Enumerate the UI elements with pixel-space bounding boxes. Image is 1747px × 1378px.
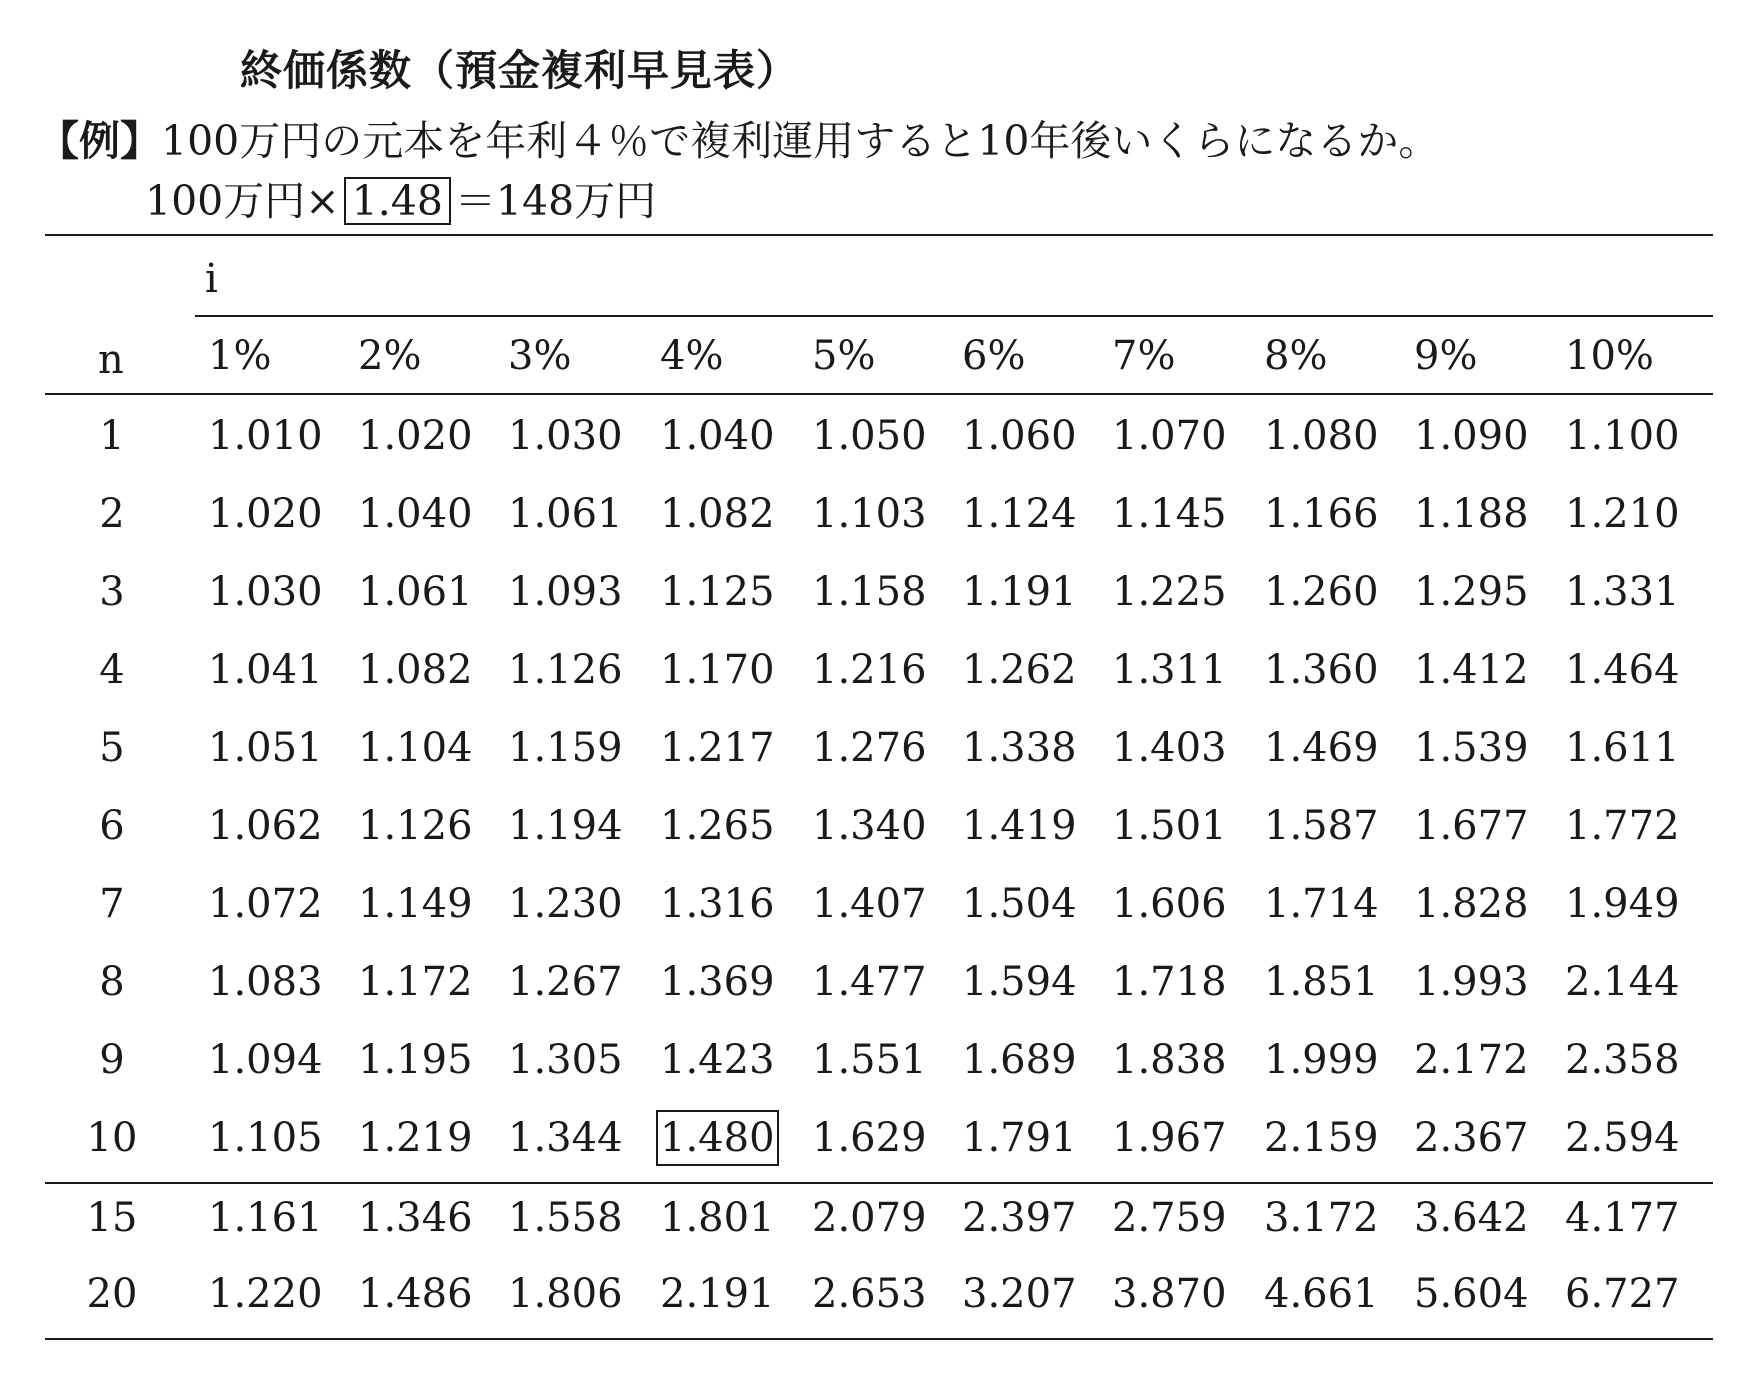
table-cell: 3.642 <box>1414 1195 1529 1241</box>
table-cell: 1.369 <box>660 959 775 1005</box>
table-cell: 1.158 <box>812 569 927 615</box>
table-cell: 1.311 <box>1112 647 1227 693</box>
column-header: 10% <box>1565 333 1654 379</box>
table-cell: 1.407 <box>812 881 927 927</box>
table-cell: 1.010 <box>208 413 323 459</box>
row-n-label: 8 <box>99 959 125 1005</box>
table-cell: 1.316 <box>660 881 775 927</box>
header-group-rule <box>195 315 1713 317</box>
table-cell: 1.072 <box>208 881 323 927</box>
calc-prefix: 100万円× <box>145 177 340 225</box>
example-calculation <box>145 168 656 227</box>
table-cell: 1.100 <box>1565 413 1680 459</box>
row-n-label: 9 <box>99 1037 125 1083</box>
table-cell: 1.677 <box>1414 803 1529 849</box>
table-cell: 1.689 <box>962 1037 1077 1083</box>
row-n-label: 3 <box>99 569 125 615</box>
table-cell: 1.217 <box>660 725 775 771</box>
table-cell: 1.103 <box>812 491 927 537</box>
table-cell: 1.340 <box>812 803 927 849</box>
calc-suffix: ＝148万円 <box>454 177 657 225</box>
example-question: 100万円の元本を年利４％で複利運用すると10年後いくらになるか。 <box>161 117 1440 165</box>
column-header: 8% <box>1264 333 1328 379</box>
table-cell: 1.346 <box>358 1195 473 1241</box>
table-cell: 1.194 <box>508 803 623 849</box>
table-cell: 1.851 <box>1264 959 1379 1005</box>
column-header: 6% <box>962 333 1026 379</box>
row-label: n <box>98 337 124 383</box>
table-cell: 1.094 <box>208 1037 323 1083</box>
table-cell: 1.295 <box>1414 569 1529 615</box>
table-cell: 1.172 <box>358 959 473 1005</box>
table-cell: 5.604 <box>1414 1271 1529 1317</box>
table-cell: 1.041 <box>208 647 323 693</box>
table-cell: 1.090 <box>1414 413 1529 459</box>
table-cell: 1.611 <box>1565 725 1680 771</box>
table-cell: 1.344 <box>508 1115 623 1161</box>
table-cell: 1.539 <box>1414 725 1529 771</box>
table-cell: 1.486 <box>358 1271 473 1317</box>
table-cell: 1.080 <box>1264 413 1379 459</box>
table-cell: 1.210 <box>1565 491 1680 537</box>
example-tag: 【例】 <box>38 117 161 165</box>
table-cell: 1.305 <box>508 1037 623 1083</box>
table-cell: 1.331 <box>1565 569 1680 615</box>
table-cell: 1.477 <box>812 959 927 1005</box>
table-cell: 1.149 <box>358 881 473 927</box>
table-cell: 3.870 <box>1112 1271 1227 1317</box>
calc-factor-box: 1.48 <box>344 177 451 225</box>
table-cell: 1.220 <box>208 1271 323 1317</box>
table-cell: 4.177 <box>1565 1195 1680 1241</box>
table-cell: 1.125 <box>660 569 775 615</box>
table-cell: 1.020 <box>358 413 473 459</box>
row-n-label: 4 <box>99 647 125 693</box>
table-cell: 2.159 <box>1264 1115 1379 1161</box>
table-cell: 1.083 <box>208 959 323 1005</box>
table-cell: 1.504 <box>962 881 1077 927</box>
table-cell: 1.464 <box>1565 647 1680 693</box>
row-n-label: 15 <box>86 1195 138 1241</box>
table-cell: 1.587 <box>1264 803 1379 849</box>
table-cell: 1.718 <box>1112 959 1227 1005</box>
table-cell: 1.093 <box>508 569 623 615</box>
table-cell: 1.104 <box>358 725 473 771</box>
table-cell: 1.403 <box>1112 725 1227 771</box>
table-cell: 1.050 <box>812 413 927 459</box>
row-n-label: 20 <box>86 1271 138 1317</box>
table-cell: 1.030 <box>508 413 623 459</box>
table-cell: 1.412 <box>1414 647 1529 693</box>
table-cell: 1.606 <box>1112 881 1227 927</box>
table-cell: 1.338 <box>962 725 1077 771</box>
table-cell: 1.558 <box>508 1195 623 1241</box>
table-cell: 1.230 <box>508 881 623 927</box>
table-cell: 1.551 <box>812 1037 927 1083</box>
table-cell: 2.759 <box>1112 1195 1227 1241</box>
page-title: 終価係数（預金複利早見表） <box>240 46 800 95</box>
table-cell: 1.051 <box>208 725 323 771</box>
table-cell: 2.191 <box>660 1271 775 1317</box>
table-cell: 1.061 <box>508 491 623 537</box>
table-cell: 1.469 <box>1264 725 1379 771</box>
table-cell: 1.993 <box>1414 959 1529 1005</box>
table-cell: 1.126 <box>358 803 473 849</box>
column-header: 7% <box>1112 333 1176 379</box>
table-cell: 1.260 <box>1264 569 1379 615</box>
table-cell: 1.170 <box>660 647 775 693</box>
row-n-label: 5 <box>99 725 125 771</box>
table-cell: 1.124 <box>962 491 1077 537</box>
table-bottom-rule <box>45 1338 1713 1340</box>
table-cell: 1.801 <box>660 1195 775 1241</box>
table-cell: 3.172 <box>1264 1195 1379 1241</box>
table-cell: 1.082 <box>660 491 775 537</box>
column-group-label: i <box>205 256 218 302</box>
table-cell: 3.207 <box>962 1271 1077 1317</box>
table-cell: 1.806 <box>508 1271 623 1317</box>
table-cell: 1.772 <box>1565 803 1680 849</box>
column-header: 1% <box>208 333 272 379</box>
table-cell: 1.188 <box>1414 491 1529 537</box>
row-n-label: 2 <box>99 491 125 537</box>
table-cell: 2.358 <box>1565 1037 1680 1083</box>
column-header: 2% <box>358 333 422 379</box>
row-n-label: 6 <box>99 803 125 849</box>
table-cell: 1.061 <box>358 569 473 615</box>
table-cell: 1.126 <box>508 647 623 693</box>
table-cell: 2.367 <box>1414 1115 1529 1161</box>
table-cell: 1.082 <box>358 647 473 693</box>
table-cell: 1.276 <box>812 725 927 771</box>
table-cell: 1.216 <box>812 647 927 693</box>
table-cell: 1.062 <box>208 803 323 849</box>
table-cell: 6.727 <box>1565 1271 1680 1317</box>
table-cell: 1.040 <box>660 413 775 459</box>
table-cell: 1.838 <box>1112 1037 1227 1083</box>
table-cell: 1.714 <box>1264 881 1379 927</box>
row-n-label: 1 <box>99 413 125 459</box>
column-header: 4% <box>660 333 724 379</box>
table-cell: 1.225 <box>1112 569 1227 615</box>
table-cell: 1.265 <box>660 803 775 849</box>
table-cell: 1.191 <box>962 569 1077 615</box>
header-bottom-rule <box>45 393 1713 395</box>
row-n-label: 7 <box>99 881 125 927</box>
table-cell: 2.653 <box>812 1271 927 1317</box>
table-cell: 1.949 <box>1565 881 1680 927</box>
table-cell: 4.661 <box>1264 1271 1379 1317</box>
example-question-line <box>38 108 1439 167</box>
table-cell: 1.159 <box>508 725 623 771</box>
table-cell: 1.262 <box>962 647 1077 693</box>
table-cell: 1.828 <box>1414 881 1529 927</box>
column-header: 5% <box>812 333 876 379</box>
table-cell: 1.967 <box>1112 1115 1227 1161</box>
table-cell: 1.360 <box>1264 647 1379 693</box>
column-header: 9% <box>1414 333 1478 379</box>
section-divider-rule <box>45 1182 1713 1184</box>
table-cell: 1.629 <box>812 1115 927 1161</box>
table-cell: 2.172 <box>1414 1037 1529 1083</box>
table-cell: 1.267 <box>508 959 623 1005</box>
table-cell: 2.397 <box>962 1195 1077 1241</box>
row-n-label: 10 <box>86 1115 138 1161</box>
table-cell: 1.161 <box>208 1195 323 1241</box>
table-cell: 1.060 <box>962 413 1077 459</box>
table-cell: 1.219 <box>358 1115 473 1161</box>
table-top-rule <box>45 234 1713 236</box>
table-cell: 1.999 <box>1264 1037 1379 1083</box>
table-cell: 2.594 <box>1565 1115 1680 1161</box>
table-cell: 1.070 <box>1112 413 1227 459</box>
table-cell: 1.020 <box>208 491 323 537</box>
table-cell: 2.144 <box>1565 959 1680 1005</box>
table-cell: 1.423 <box>660 1037 775 1083</box>
column-header: 3% <box>508 333 572 379</box>
table-cell: 2.079 <box>812 1195 927 1241</box>
table-cell: 1.145 <box>1112 491 1227 537</box>
table-cell: 1.791 <box>962 1115 1077 1161</box>
table-cell: 1.040 <box>358 491 473 537</box>
table-cell: 1.501 <box>1112 803 1227 849</box>
table-cell: 1.195 <box>358 1037 473 1083</box>
table-cell: 1.105 <box>208 1115 323 1161</box>
table-cell: 1.166 <box>1264 491 1379 537</box>
table-cell: 1.594 <box>962 959 1077 1005</box>
table-cell: 1.030 <box>208 569 323 615</box>
highlighted-cell: 1.480 <box>660 1115 775 1161</box>
table-cell: 1.419 <box>962 803 1077 849</box>
